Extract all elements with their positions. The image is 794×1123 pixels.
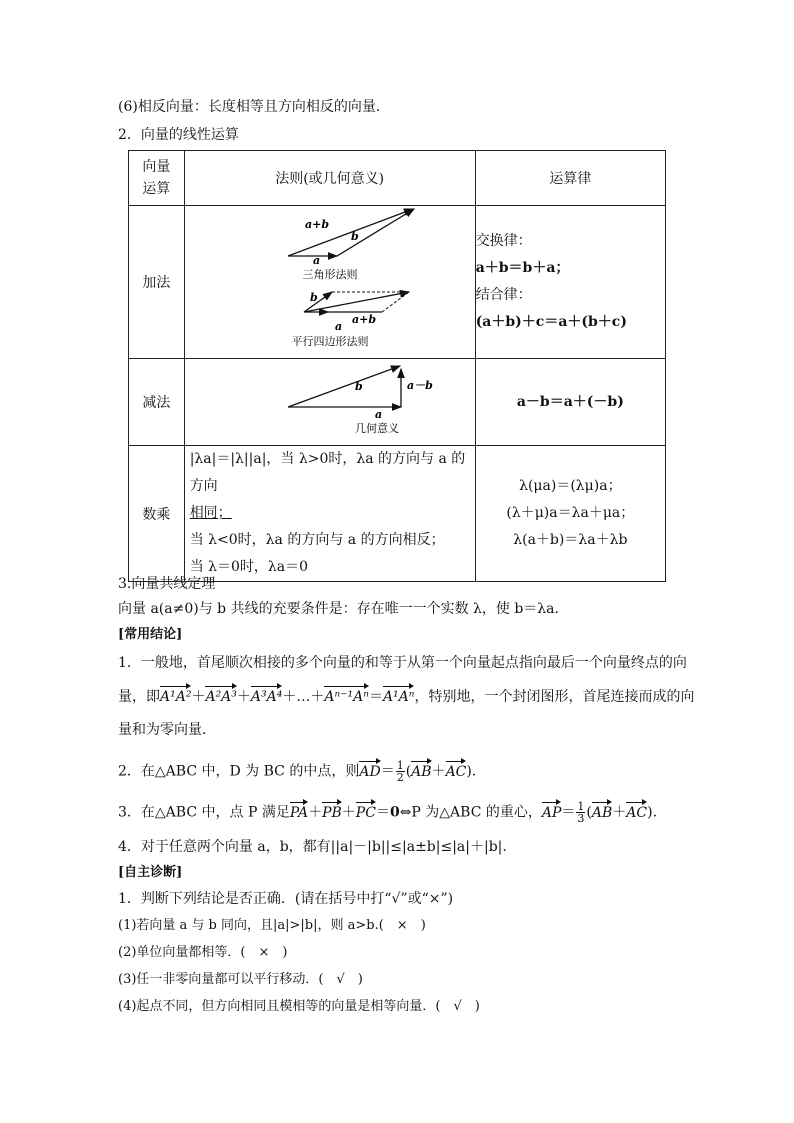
row-scalar-name: 数乘 bbox=[129, 446, 185, 582]
header-operation: 向量运算 bbox=[129, 151, 185, 206]
section2-title: 2．向量的线性运算 bbox=[118, 127, 239, 143]
scalar-rule-2: 当 λ<0时，λa 的方向与 a 的方向相反； bbox=[189, 532, 445, 548]
parallelogram-sum-vector bbox=[304, 292, 409, 312]
item6-definition: (6)相反向量：长度相等且方向相反的向量． bbox=[118, 99, 390, 115]
scalar-rules bbox=[184, 446, 475, 582]
common-conclusions-heading: [常用结论] bbox=[118, 627, 183, 642]
linear-operations-table bbox=[128, 150, 666, 582]
conclusion-3: 3．在△ABC 中，点 P 满足PA＋PB＋PC＝0⇔P 为△ABC 的重心，AP＝ $\frac{1}{3}$ (AB＋AC). bbox=[118, 800, 658, 825]
diagnosis-item-4: (4)起点不同，但方向相同且模相等的向量是相等向量．( √ ) bbox=[118, 999, 480, 1014]
conclusion-1-prefix: 量，即 bbox=[118, 689, 160, 705]
addition-figure bbox=[185, 206, 475, 354]
conclusion-4: 4．对于任意两个向量 a，b，都有||a|－|b||≤|a±b|≤|a|＋|b|. bbox=[118, 839, 507, 855]
conclusion-1-mid: ，特别地，一个封闭图形，首尾连接而成的向 bbox=[414, 689, 695, 705]
diagnosis-item-2: (2)单位向量都相等．( × ) bbox=[118, 945, 288, 960]
scalar-law-1: λ(μa)＝(λμ)a； bbox=[519, 478, 622, 494]
row-subtraction-name: 减法 bbox=[129, 359, 185, 446]
scalar-law-3: λ(a＋b)＝λa＋λb bbox=[513, 532, 628, 548]
scalar-rule-3: 当 λ＝0时，λa＝0 bbox=[189, 559, 309, 575]
subtraction-diagram bbox=[184, 359, 475, 446]
conclusion-1-line3: 量和为零向量． bbox=[118, 722, 216, 738]
sub-b-vector bbox=[288, 366, 400, 407]
conclusion-1-line2: 量，即A¹A²＋A²A³＋A³A⁴＋…＋Aⁿ⁻¹Aⁿ＝A¹Aⁿ，特别地，一个封闭图形，首尾连接而成的向 bbox=[118, 689, 695, 705]
sub-label-diff: a－b bbox=[406, 379, 433, 392]
scalar-law-2: (λ＋μ)a＝λa＋μa； bbox=[506, 505, 635, 521]
addition-laws bbox=[475, 206, 665, 359]
row-addition-name: 加法 bbox=[129, 206, 185, 359]
associative-law: (a＋b)＋c＝a＋(b＋c) bbox=[475, 314, 627, 330]
subtraction-figure bbox=[185, 359, 475, 441]
diagnosis-intro: 1．判断下列结论是否正确．(请在括号中打“√”或“×”) bbox=[118, 891, 454, 907]
header-law: 运算律 bbox=[475, 151, 665, 206]
triangle-label-a: a bbox=[312, 254, 320, 267]
conclusion-1-line1: 1．一般地，首尾顺次相接的多个向量的和等于从第一个向量起点指向最后一个向量终点的向 bbox=[118, 655, 687, 671]
section3-title: 3.向量共线定理 bbox=[118, 576, 216, 592]
conclusion-3-prefix: 3．在△ABC 中，点 P 满足 bbox=[118, 804, 290, 821]
triangle-label-b: b bbox=[350, 230, 359, 243]
sub-caption: 几何意义 bbox=[354, 422, 399, 435]
diagnosis-item-3: (3)任一非零向量都可以平行移动．( √ ) bbox=[118, 972, 363, 987]
sub-label-a: a bbox=[374, 408, 382, 421]
sub-label-b: b bbox=[354, 380, 363, 393]
conclusion-2-prefix: 2．在△ABC 中，D 为 BC 的中点，则 bbox=[118, 763, 360, 780]
diagnosis-item-1: (1)若向量 a 与 b 同向，且|a|>|b|，则 a>b.( × ) bbox=[118, 918, 426, 933]
commutative-law: a＋b＝b＋a； bbox=[475, 260, 570, 276]
conclusion-2: 2．在△ABC 中，D 为 BC 的中点，则AD＝ $\frac{1}{2}$ (AB＋AC). bbox=[118, 759, 477, 784]
collinear-theorem: 向量 a(a≠0)与 b 共线的充要条件是：存在唯一一个实数 λ，使 b＝λa. bbox=[118, 601, 559, 617]
header-rule: 法则(或几何意义) bbox=[184, 151, 475, 206]
triangle-caption: 三角形法则 bbox=[302, 268, 358, 281]
scalar-rule-1: |λa|＝|λ||a|，当 λ>0时，λa 的方向与 a 的方向 bbox=[189, 451, 466, 494]
triangle-b-vector bbox=[337, 209, 414, 256]
parallelogram-label-b: b bbox=[309, 291, 318, 304]
parallelogram-caption: 平行四边形法则 bbox=[291, 335, 369, 348]
subtraction-law: a－b＝a＋(－b) bbox=[475, 359, 665, 446]
parallelogram-label-sum: a+b bbox=[351, 313, 376, 326]
addition-diagrams bbox=[184, 206, 475, 359]
associative-label: 结合律： bbox=[475, 287, 532, 303]
scalar-rule-1-cont: 相同； bbox=[189, 505, 232, 521]
triangle-label-sum: a+b bbox=[304, 218, 329, 231]
commutative-label: 交换律： bbox=[475, 233, 532, 249]
conclusion-3-mid: ⇔P 为△ABC 的重心， bbox=[399, 804, 542, 821]
parallelogram-label-a: a bbox=[334, 320, 342, 333]
scalar-laws bbox=[475, 446, 665, 582]
self-diagnosis-heading: [自主诊断] bbox=[118, 865, 183, 880]
